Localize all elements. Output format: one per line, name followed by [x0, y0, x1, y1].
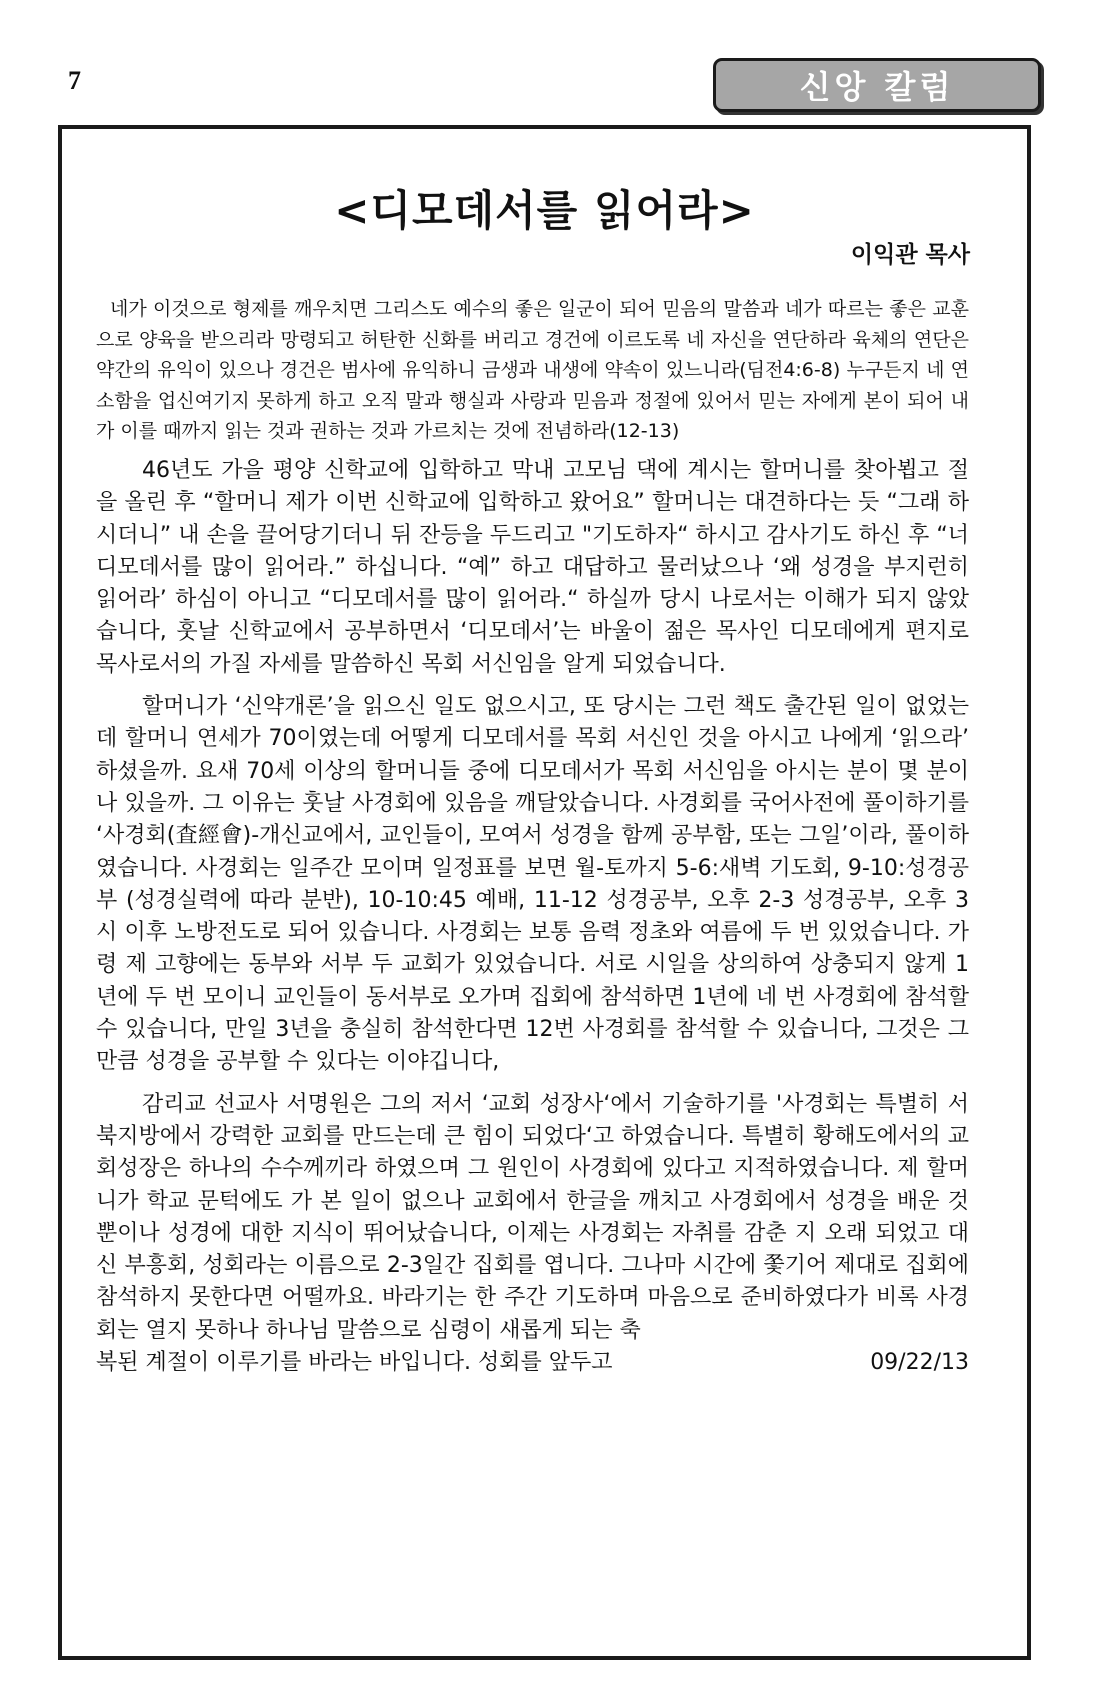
article-body [96, 294, 969, 1379]
closing-row [96, 1347, 969, 1379]
section-tab [713, 58, 1041, 112]
closing-line: 복된 계절이 이루기를 바라는 바입니다. 성회를 앞두고 [96, 1349, 613, 1375]
author-byline: 이익관 목사 [850, 242, 970, 268]
paragraph-1: 46년도 가을 평양 신학교에 입학하고 막내 고모님 댁에 계시는 할머니를 찾아뵙고 절을 올린 후 “할머니 제가 이번 신학교에 입학하고 왔어요” 할머니는 대견하다는 듯 “그래 하시더니” 내 손을 끌어당기더니 뒤 잔등을 두드리고 "기도하자“ 하시고 감사기도 하신 후 “너 디모데서를 많이 읽어라.” 하십니다. “예” 하고 대답하고 물러났으나 ‘왜 성경을 부지런히 읽어라’ 하심이 아니고 “디모데서를 많이 읽어라.“ 하실까 당시 나로서는 이해가 되지 않았습니다, 훗날 신학교에서 공부하면서 ‘디모데서’는 바울이 젊은 목사인 디모데에게 편지로 목사로서의 가질 자세를 말씀하신 목회 서신임을 알게 되었습니다. [96, 457, 969, 677]
article-title: <디모데서를 읽어라> [334, 186, 755, 235]
section-label: 신앙 칼럼 [799, 68, 955, 106]
page-number: 7 [68, 66, 81, 95]
scripture-quote: 네가 이것으로 형제를 깨우치면 그리스도 예수의 좋은 일군이 되어 믿음의 말씀과 네가 따르는 좋은 교훈으로 양육을 받으리라 망령되고 허탄한 신화를 버리고 경건에 이르도록 네 자신을 연단하라 육체의 연단은 약간의 유익이 있으나 경건은 범사에 유익하니 금생과 내생에 약속이 있느니라(딤전4:6-8) 누구든지 네 연소함을 업신여기지 못하게 하고 오직 말과 행실과 사랑과 믿음과 정절에 있어서 믿는 자에게 본이 되어 내가 이를 때까지 읽는 것과 권하는 것과 가르치는 것에 전념하라(12-13) [96, 298, 969, 443]
paragraph-3: 감리교 선교사 서명원은 그의 저서 ‘교회 성장사‘에서 기술하기를 '사경회는 특별히 서북지방에서 강력한 교회를 만드는데 큰 힘이 되었다‘고 하였습니다. 특별히 황해도에서의 교회성장은 하나의 수수께끼라 하였으며 그 원인이 사경회에 있다고 지적하였습니다. 제 할머니가 학교 문턱에도 가 본 일이 없으나 교회에서 한글을 깨치고 사경회에서 성경을 배운 것 뿐이나 성경에 대한 지식이 뛰어났습니다, 이제는 사경회는 자취를 감춘 지 오래 되었고 대신 부흥회, 성회라는 이름으로 2-3일간 집회를 엽니다. 그나마 시간에 쫓기어 제대로 집회에 참석하지 못한다면 어떨까요. 바라기는 한 주간 기도하며 마음으로 준비하였다가 비록 사경회는 열지 못하나 하나님 말씀으로 심령이 새롭게 되는 축 [96, 1091, 969, 1343]
paragraph-2: 할머니가 ‘신약개론’을 읽으신 일도 없으시고, 또 당시는 그런 책도 출간된 일이 없었는데 할머니 연세가 70이였는데 어떻게 디모데서를 목회 서신인 것을 아시고 나에게 ‘읽으라’ 하셨을까. 요새 70세 이상의 할머니들 중에 디모데서가 목회 서신임을 아시는 분이 몇 분이나 있을까. 그 이유는 훗날 사경회에 있음을 깨달았습니다. 사경회를 국어사전에 풀이하기를 ‘사경회(査經會)-개신교에서, 교인들이, 모여서 성경을 함께 공부함, 또는 그일’이라, 풀이하였습니다. 사경회는 일주간 모이며 일정표를 보면 월-토까지 5-6:새벽 기도회, 9-10:성경공부 (성경실력에 따라 분반), 10-10:45 예배, 11-12 성경공부, 오후 2-3 성경공부, 오후 3시 이후 노방전도로 되어 있습니다. 사경회는 보통 음력 정초와 여름에 두 번 있었습니다. 가령 제 고향에는 동부와 서부 두 교회가 있었습니다. 서로 시일을 상의하여 상충되지 않게 1년에 두 번 모이니 교인들이 동서부로 오가며 집회에 참석하면 1년에 네 번 사경회에 참석할 수 있습니다, 만일 3년을 충실히 참석한다면 12번 사경회를 참석할 수 있습니다, 그것은 그만큼 성경을 공부할 수 있다는 이야깁니다, [96, 694, 969, 1075]
article-date: 09/22/13 [870, 1349, 969, 1375]
